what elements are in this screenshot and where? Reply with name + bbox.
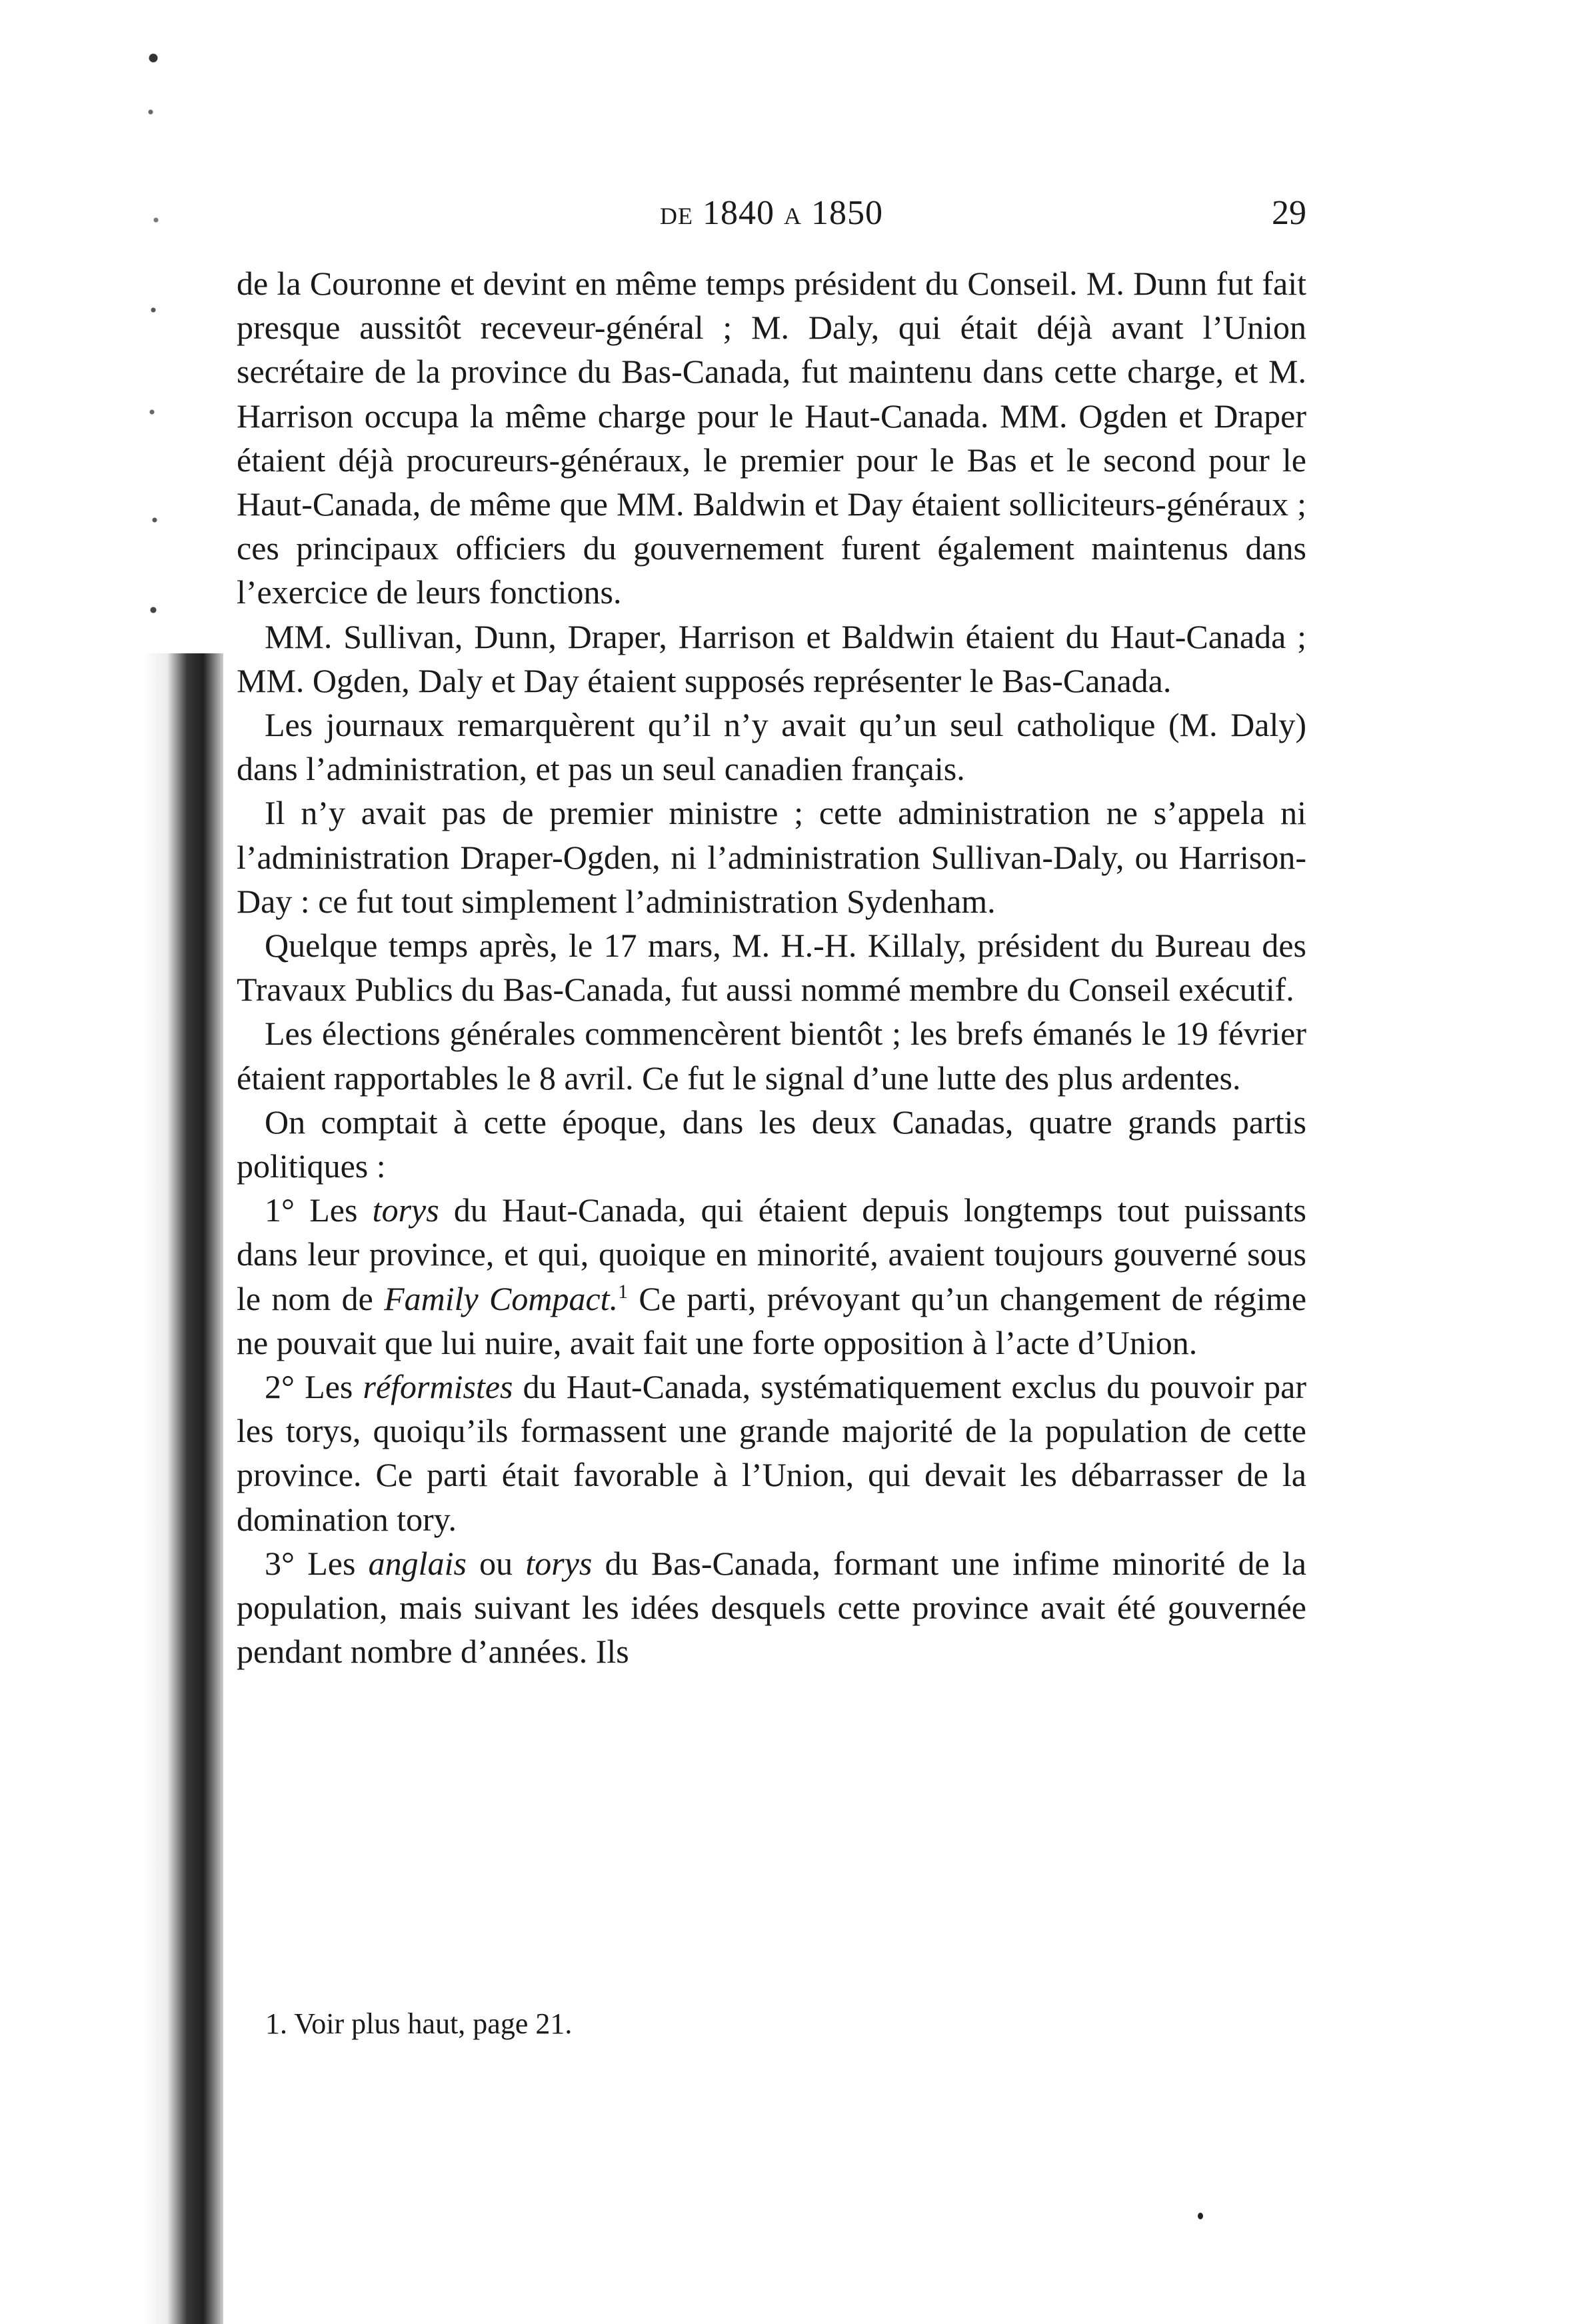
footnote: 1. Voir plus haut, page 21. (265, 2007, 573, 2040)
paragraph-4: Il n’y avait pas de premier ministre ; cette administration ne s’appela ni l’administration Draper-Ogden, ni l’administration Sullivan-Daly, ou Harrison-Day : ce fut tout simplement l’administration Sydenham. (237, 794, 1306, 920)
paragraph-10 (237, 1541, 1306, 1674)
paragraph-1: de la Couronne et devint en même temps président du Conseil. M. Dunn fut fait presque aussitôt receveur-général ; M. Daly, qui était déjà avant l’Union secrétaire de la province du Bas-Canada, fut maintenu dans cette charge, et M. Harrison occupa la même charge pour le Haut-Canada. MM. Ogden et Draper étaient déjà procureurs-généraux, le premier pour le Bas et le second pour le Haut-Canada, de même que MM. Baldwin et Day étaient solliciteurs-généraux ; ces principaux officiers du gouvernement furent également maintenus dans l’exercice de leurs fonctions. (237, 265, 1306, 611)
item-number-3: 3° (265, 1544, 295, 1582)
book-gutter-shadow (143, 653, 223, 2324)
term-family-compact: Family Compact. (384, 1279, 619, 1317)
paragraph-7: On comptait à cette époque, dans les deux Canadas, quatre grands partis politiques : (237, 1103, 1306, 1185)
term-reformistes: réformistes (363, 1368, 513, 1406)
item-lead-1: Les (295, 1191, 373, 1229)
item-number-1: 1° (265, 1191, 295, 1229)
page-number: 29 (1272, 194, 1306, 232)
term-torys-bas-canada: torys (525, 1544, 593, 1582)
item-text-1a: du Haut-Canada, qui étaient depuis longtemps tout puissants dans leur province, et qui, quoique en minorité, avaient toujours gouverné sous le nom de (237, 1191, 1306, 1317)
item-lead-2: Les (295, 1368, 363, 1406)
footnote-reference: 1 (618, 1280, 629, 1303)
paragraph-8 (237, 1188, 1306, 1365)
paragraph-9 (237, 1365, 1306, 1541)
paragraph-2: MM. Sullivan, Dunn, Draper, Harrison et Baldwin étaient du Haut-Canada ; MM. Ogden, Daly et Day étaient supposés représenter le Bas-Canada. (237, 617, 1306, 699)
paragraph-3: Les journaux remarquèrent qu’il n’y avait qu’un seul catholique (M. Daly) dans l’administration, et pas un seul canadien français. (237, 706, 1306, 788)
running-head-prefix: de (660, 194, 693, 232)
term-anglais: anglais (368, 1544, 467, 1582)
running-head-end-year: 1850 (811, 194, 883, 232)
scan-dot (1198, 2213, 1203, 2219)
item-number-2: 2° (265, 1368, 295, 1406)
running-head (237, 193, 1306, 233)
item-connector-3: ou (466, 1544, 526, 1582)
item-lead-3: Les (295, 1544, 369, 1582)
running-head-connector: a (784, 194, 802, 232)
term-torys: torys (372, 1191, 439, 1229)
page-header (237, 193, 1306, 247)
item-text-1b: Ce parti, prévoyant qu’un changement de régime ne pouvait que lui nuire, avait fait une forte opposition à l’acte d’Union. (237, 1279, 1307, 1361)
scan-specks (140, 40, 167, 640)
running-head-start-year: 1840 (703, 194, 775, 232)
item-text-3: du Bas-Canada, formant une infime minorité de la population, mais suivant les idées desquels cette province avait été gouvernée pendant nombre d’années. Ils (237, 1544, 1307, 1671)
paragraph-6: Les élections générales commencèrent bientôt ; les brefs émanés le 19 février étaient rapportables le 8 avril. Ce fut le signal d’une lutte des plus ardentes. (237, 1015, 1306, 1097)
main-text (237, 261, 1306, 1674)
item-text-2: du Haut-Canada, systématiquement exclus du pouvoir par les torys, quoiqu’ils formassent une grande majorité de la population de cette province. Ce parti était favorable à l’Union, qui devait les débarrasser de la domination tory. (237, 1368, 1306, 1538)
paragraph-5: Quelque temps après, le 17 mars, M. H.-H. Killaly, président du Bureau des Travaux Publics du Bas-Canada, fut aussi nommé membre du Conseil exécutif. (237, 927, 1306, 1009)
